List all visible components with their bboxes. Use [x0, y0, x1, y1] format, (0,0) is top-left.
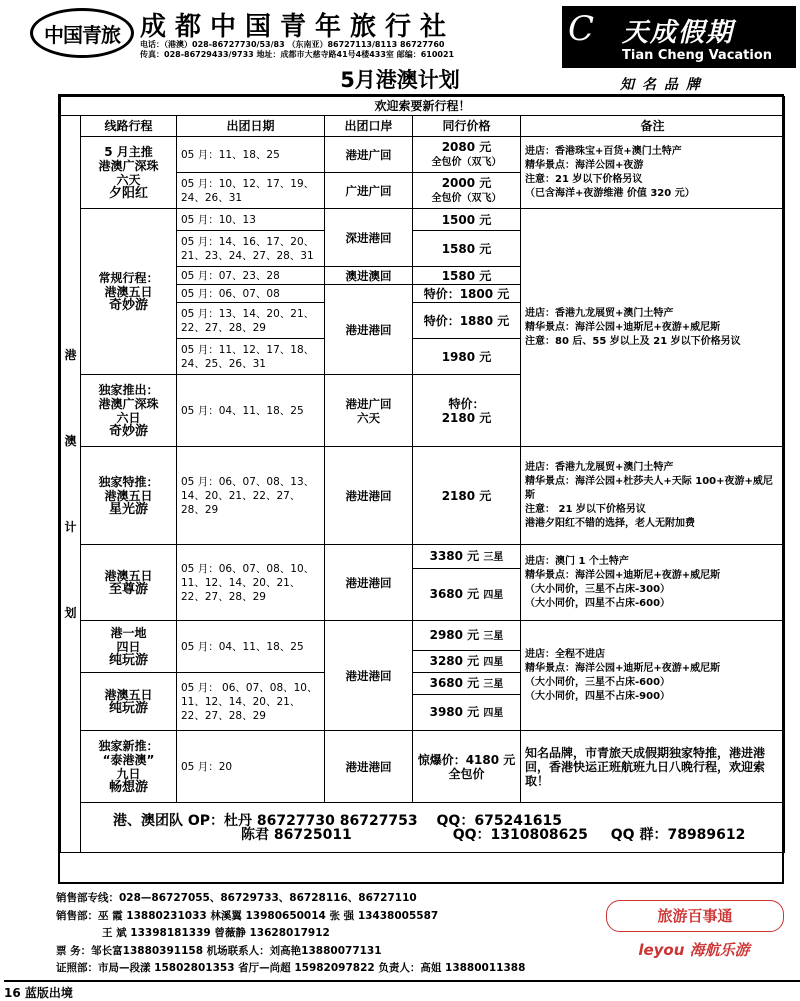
price-value: 3680 元	[429, 675, 480, 690]
note-line: 进店：香港珠宝+百货+澳门土特产	[525, 145, 682, 157]
price-note: 全包价（双飞）	[431, 156, 502, 168]
price-value: 惊爆价：4180 元	[417, 752, 516, 767]
port-cell: 深进港回	[325, 209, 413, 267]
price-cell: 1580 元	[413, 231, 521, 267]
op-line	[85, 814, 780, 828]
footer-line: 票 务：邹长富13880391158 机场联系人：刘高艳13880077131	[56, 944, 382, 957]
price-value: 3680 元	[429, 586, 480, 601]
op-label: 港、澳团队 OP：	[113, 812, 225, 829]
price-cell: 1500 元	[413, 209, 521, 231]
contact-line: 电话：（港澳）028-86727730/53/83 （东南亚）86727113/8113 86727760	[140, 40, 445, 49]
route-line: 六天	[116, 172, 141, 187]
welcome-banner: 欢迎索要新行程！	[61, 97, 785, 116]
price-value: 3380 元	[429, 548, 480, 563]
price-cell	[413, 651, 521, 673]
price-note: 全包价（双飞）	[431, 192, 502, 204]
side-char: 划	[64, 606, 77, 620]
price-value: 2980 元	[429, 627, 480, 642]
star-rating: 四星	[483, 589, 504, 601]
price-cell: 1980 元	[413, 339, 521, 375]
footer-line: 销售部：巫 霞 13880231033 林溪翼 13980650014 张 强 13438005587	[56, 909, 439, 922]
route-cell	[81, 731, 177, 803]
price-cell: 1580 元	[413, 267, 521, 285]
route-line: 独家推出：	[98, 382, 159, 397]
footer-line: 王 斌 13398181339 曾薇静 13628017912	[102, 927, 330, 939]
note-line: 港港夕阳红不错的选择，老人无附加费	[525, 517, 695, 529]
page-label: 16 蓝版出境	[4, 986, 73, 1000]
side-char: 港	[64, 348, 77, 362]
port-cell: 港进港回	[325, 621, 413, 731]
route-line: “泰港澳”	[102, 752, 155, 767]
route-line: 港澳五日	[104, 488, 153, 503]
price-value: 3980 元	[429, 704, 480, 719]
op-name: 陈君 86725011	[241, 826, 352, 843]
footer-line: 销售部专线：028—86727055、86729733、86728116、86727110	[56, 892, 417, 904]
note-line: 精华景点：海洋公园+杜莎夫人+天际 100+夜游+威尼斯	[525, 475, 773, 501]
agency-contacts	[140, 40, 454, 60]
dates-cell: 05 月： 06、07、08、10、11、12、14、20、21、22、27、28、29	[177, 673, 325, 731]
dates-cell: 05 月：04、11、18、25	[177, 621, 325, 673]
note-line: 注意：80 后、55 岁以上及 21 岁以下价格另议	[525, 335, 741, 347]
route-line: 港澳五日	[104, 568, 153, 583]
note-line: 注意： 21 岁以下价格另议	[525, 503, 646, 515]
route-line: 独家新推：	[98, 738, 159, 753]
price-cell	[413, 673, 521, 695]
column-header: 同行价格	[413, 116, 521, 137]
dates-cell: 05 月：14、16、17、20、21、23、24、27、28、31	[177, 231, 325, 267]
route-name: 至尊游	[108, 581, 148, 597]
partner-logo: 旅游百事通	[606, 900, 784, 932]
price-value: 2180 元	[441, 410, 492, 425]
dates-cell: 05 月：10、12、17、19、24、26、31	[177, 173, 325, 209]
price-cell	[413, 731, 521, 803]
port-note: 六天	[357, 410, 380, 425]
contact-line: 传真：028-86729433/9733 地址：成都市大慈寺路41号4楼433室 邮编：610021	[140, 50, 455, 59]
notes-cell	[521, 137, 785, 209]
side-label	[61, 116, 81, 853]
footer-line: 证照部：市局—段漾 15802801353 省厅—尚超 15982097822 负责人：高姐 13880011388	[56, 962, 526, 974]
star-rating: 三星	[483, 630, 504, 642]
note-line: 精华景点：海洋公园+迪斯尼+夜游+威尼斯	[525, 662, 721, 674]
route-name: 夕阳红	[108, 185, 148, 201]
star-rating: 四星	[483, 656, 504, 668]
notes-cell	[521, 209, 785, 447]
route-name: 畅想游	[108, 779, 148, 795]
port-cell	[325, 375, 413, 447]
route-line: 港一地	[110, 625, 147, 640]
agency-logo	[30, 8, 134, 58]
agency-name: 成都中国青年旅行社	[140, 12, 456, 42]
brand-name-en: Tian Cheng Vacation	[622, 48, 773, 63]
port-cell: 港进港回	[325, 731, 413, 803]
route-cell	[81, 447, 177, 545]
brand-name-cn: 天成假期	[622, 18, 735, 48]
price-cell	[413, 621, 521, 651]
route-line: 港澳五日	[104, 687, 153, 702]
route-cell	[81, 673, 177, 731]
star-rating: 三星	[483, 678, 504, 690]
price-cell: 特价：1880 元	[413, 303, 521, 339]
note-line: 进店：香港九龙展贸+澳门土特产	[525, 307, 674, 319]
port-cell: 港进港回	[325, 545, 413, 621]
port-cell: 澳进澳回	[325, 267, 413, 285]
price-cell	[413, 137, 521, 173]
route-name: 星光游	[108, 501, 148, 517]
dates-cell: 05 月：06、07、08、13、14、20、21、22、27、28、29	[177, 447, 325, 545]
note-line: （大小同价，四星不占床-600）	[525, 597, 671, 609]
note-line: （大小同价，四星不占床-900）	[525, 690, 671, 702]
note-line: 进店：香港九龙展贸+澳门土特产	[525, 461, 674, 473]
price-value: 2000 元	[441, 175, 492, 190]
port-value: 港进广回	[345, 396, 392, 411]
dates-cell: 05 月：20	[177, 731, 325, 803]
op-qq-group: QQ 群：78989612	[610, 826, 746, 843]
route-name: 奇妙游	[108, 297, 148, 313]
dates-cell: 05 月：13、14、20、21、22、27、28、29	[177, 303, 325, 339]
footer-contacts	[56, 890, 616, 978]
route-name: 奇妙游	[108, 423, 148, 439]
price-cell: 2180 元	[413, 447, 521, 545]
port-cell: 港进港回	[325, 447, 413, 545]
header	[0, 0, 800, 96]
price-note: 全包价	[448, 766, 485, 781]
route-line: 独家特推：	[98, 474, 159, 489]
note-line: （大小同价，三星不占床-300）	[525, 583, 671, 595]
price-cell	[413, 173, 521, 209]
route-line: 六日	[116, 410, 141, 425]
route-cell	[81, 545, 177, 621]
port-cell: 广进广回	[325, 173, 413, 209]
route-line: 港澳广深珠	[98, 158, 159, 173]
price-cell	[413, 569, 521, 621]
notes-cell	[521, 545, 785, 621]
divider	[4, 980, 800, 982]
dates-cell: 05 月：07、23、28	[177, 267, 325, 285]
column-header: 备注	[521, 116, 785, 137]
price-cell	[413, 375, 521, 447]
logo-text: 中国青旅	[44, 22, 120, 47]
port-cell: 港进港回	[325, 285, 413, 375]
column-header: 出团日期	[177, 116, 325, 137]
route-line: 常规行程：	[98, 270, 159, 285]
route-cell	[81, 375, 177, 447]
note-line: 进店：澳门 1 个土特产	[525, 555, 629, 567]
price-value: 2080 元	[441, 139, 492, 154]
note-line: 精华景点：海洋公园+夜游	[525, 159, 644, 171]
brand-tagline: 知名品牌	[620, 77, 708, 93]
notes-cell	[521, 621, 785, 731]
note-line: （大小同价，三星不占床-600）	[525, 676, 671, 688]
op-name: 杜丹 86727730 86727753	[224, 812, 418, 829]
column-header: 出团口岸	[325, 116, 413, 137]
dates-cell: 05 月：06、07、08	[177, 285, 325, 303]
route-line: 港澳广深珠	[98, 396, 159, 411]
route-line: 5 月主推	[104, 144, 153, 159]
port-cell: 港进广回	[325, 137, 413, 173]
price-cell: 特价：1800 元	[413, 285, 521, 303]
price-value: 3280 元	[429, 653, 480, 668]
price-cell	[413, 695, 521, 731]
brand-logo	[562, 6, 796, 68]
route-name: 纯玩游	[108, 700, 148, 716]
note-line: 精华景点：海洋公园+迪斯尼+夜游+威尼斯	[525, 321, 721, 333]
route-line: 九日	[116, 766, 141, 781]
partner-logos	[606, 900, 782, 968]
note-line: 进店：全程不进店	[525, 648, 605, 660]
note-line: （已含海洋+夜游维港 价值 320 元）	[525, 187, 695, 199]
route-cell	[81, 209, 177, 375]
dates-cell: 05 月：11、12、17、18、24、25、26、31	[177, 339, 325, 375]
route-line: 港澳五日	[104, 284, 153, 299]
page-title: 5月港澳计划	[340, 68, 460, 92]
dates-cell: 05 月：11、18、25	[177, 137, 325, 173]
itinerary-table	[58, 94, 784, 884]
star-rating: 四星	[483, 707, 504, 719]
op-qq: QQ：675241615	[436, 812, 563, 829]
dates-cell: 05 月：10、13	[177, 209, 325, 231]
side-char: 澳	[64, 434, 77, 448]
op-contacts	[81, 803, 785, 853]
route-name: 纯玩游	[108, 652, 148, 668]
op-line	[85, 828, 780, 842]
op-qq: QQ：1310808625	[452, 826, 588, 843]
price-value: 特价：	[448, 396, 485, 411]
partner-logo: leyou 海航乐游	[638, 941, 750, 959]
dates-cell: 05 月：06、07、08、10、11、12、14、20、21、22、27、28、29	[177, 545, 325, 621]
star-rating: 三星	[483, 551, 504, 563]
route-cell	[81, 137, 177, 209]
dates-cell: 05 月：04、11、18、25	[177, 375, 325, 447]
note-line: 精华景点：海洋公园+迪斯尼+夜游+威尼斯	[525, 569, 721, 581]
brand-swoosh-icon: C	[568, 9, 595, 49]
note-line: 注意：21 岁以下价格另议	[525, 173, 643, 185]
route-line: 四日	[116, 639, 141, 654]
notes-cell	[521, 447, 785, 545]
notes-cell: 知名品牌，市青旅天成假期独家特推，港进港回，香港快运正班航班九日八晚行程，欢迎索取！	[521, 731, 785, 803]
column-header: 线路行程	[81, 116, 177, 137]
price-cell	[413, 545, 521, 569]
side-char: 计	[64, 520, 77, 534]
page-footer	[4, 984, 73, 1001]
route-cell	[81, 621, 177, 673]
